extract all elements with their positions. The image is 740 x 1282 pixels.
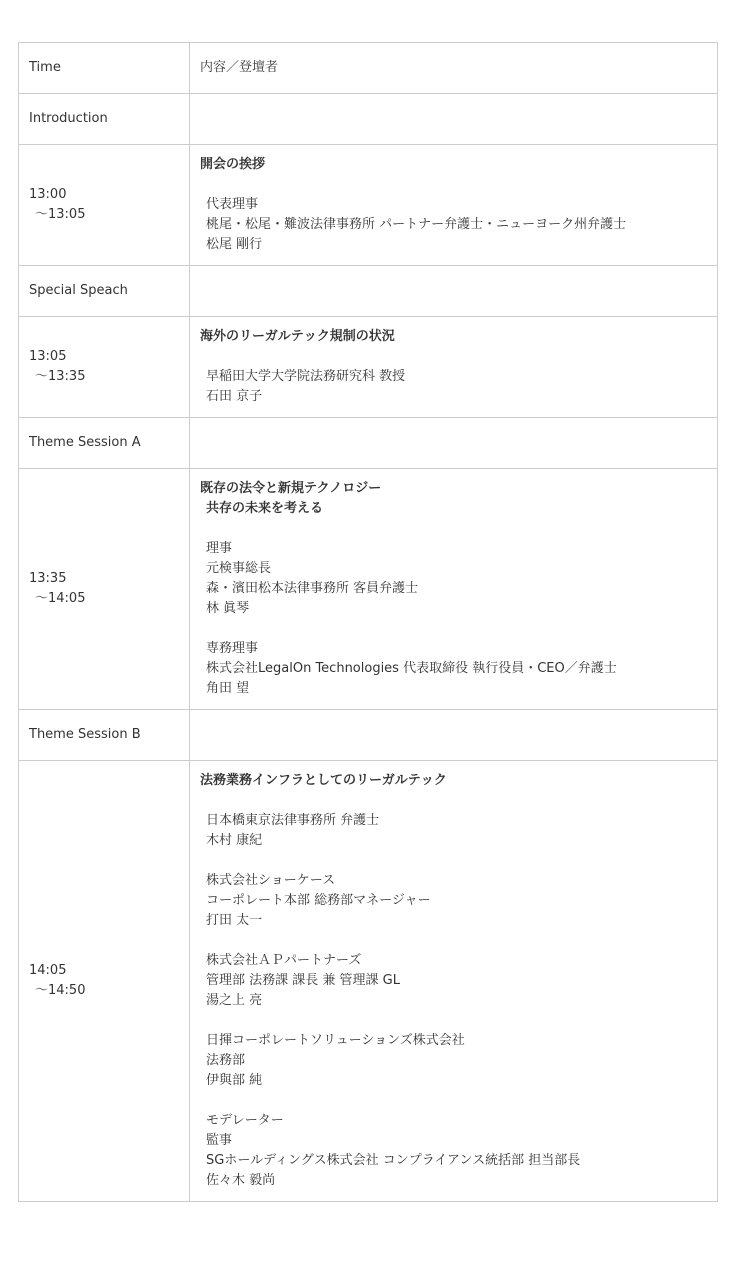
speaker-group <box>200 1031 707 1091</box>
speaker-line: 森・濱田松本法律事務所 客員弁護士 <box>206 581 419 596</box>
speaker-line: コーポレート本部 総務部マネージャー <box>206 893 431 908</box>
session-title-text: 開会の挨拶 <box>200 157 266 172</box>
session-time-cell <box>19 469 190 710</box>
speaker-line: 理事 <box>206 541 233 556</box>
section-label: Theme Session B <box>19 710 190 761</box>
speaker-line: 日本橋東京法律事務所 弁護士 <box>206 813 380 828</box>
time-end: ～13:05 <box>35 207 86 222</box>
section-label: Theme Session A <box>19 418 190 469</box>
time-start: 13:00 <box>29 187 67 202</box>
session-row <box>19 145 718 266</box>
speaker-line: 佐々木 毅尚 <box>206 1173 276 1188</box>
speaker-line: 伊與部 純 <box>206 1073 263 1088</box>
speaker-group <box>200 811 707 851</box>
speaker-line: 株式会社ＡＰパートナーズ <box>206 953 362 968</box>
section-row <box>19 94 718 145</box>
section-label: Special Speach <box>19 266 190 317</box>
session-content-cell <box>190 469 718 710</box>
session-time-cell <box>19 317 190 418</box>
speaker-line: 代表理事 <box>206 197 259 212</box>
session-row <box>19 761 718 1202</box>
speaker-group <box>200 639 707 699</box>
speaker-group <box>200 951 707 1011</box>
session-title <box>200 155 707 175</box>
speaker-line: 石田 京子 <box>206 389 263 404</box>
speaker-line: 日揮コーポレートソリューションズ株式会社 <box>206 1033 465 1048</box>
session-time-cell <box>19 761 190 1202</box>
session-subtitle: 共存の未来を考える <box>206 501 324 516</box>
speaker-line: 林 眞琴 <box>206 601 250 616</box>
time-start: 13:05 <box>29 349 67 364</box>
speaker-line: 監事 <box>206 1133 233 1148</box>
speaker-group <box>200 367 707 407</box>
time-end: ～14:05 <box>35 591 86 606</box>
session-content-cell <box>190 761 718 1202</box>
session-time-cell <box>19 145 190 266</box>
session-row <box>19 469 718 710</box>
speaker-line: モデレーター <box>206 1113 284 1128</box>
time-start: 14:05 <box>29 963 67 978</box>
speaker-line: 湯之上 亮 <box>206 993 263 1008</box>
session-title <box>200 771 707 791</box>
section-empty-cell <box>190 710 718 761</box>
speaker-line: 早稲田大学大学院法務研究科 教授 <box>206 369 406 384</box>
session-title-text: 法務業務インフラとしてのリーガルテック <box>200 773 447 788</box>
speaker-line: 法務部 <box>206 1053 246 1068</box>
section-row <box>19 266 718 317</box>
speaker-group <box>200 871 707 931</box>
speaker-group <box>200 1111 707 1191</box>
table-header-row <box>19 43 718 94</box>
section-empty-cell <box>190 94 718 145</box>
speaker-line: 松尾 剛行 <box>206 237 263 252</box>
section-label: Introduction <box>19 94 190 145</box>
speaker-line: 株式会社LegalOn Technologies 代表取締役 執行役員・CEO／弁護士 <box>206 661 617 676</box>
session-title-text: 既存の法令と新規テクノロジー <box>200 481 382 496</box>
schedule-body <box>19 43 718 1202</box>
time-end: ～13:35 <box>35 369 86 384</box>
time-start: 13:35 <box>29 571 67 586</box>
header-content-cell: 内容／登壇者 <box>190 43 718 94</box>
schedule-table <box>18 42 718 1202</box>
session-title-text: 海外のリーガルテック規制の状況 <box>200 329 395 344</box>
session-title <box>200 327 707 347</box>
speaker-line: 元検事総長 <box>206 561 272 576</box>
session-title <box>200 479 707 519</box>
speaker-line: 打田 太一 <box>206 913 263 928</box>
speaker-line: SGホールディングス株式会社 コンプライアンス統括部 担当部長 <box>206 1153 581 1168</box>
session-row <box>19 317 718 418</box>
section-row <box>19 418 718 469</box>
speaker-line: 管理部 法務課 課長 兼 管理課 GL <box>206 973 400 988</box>
time-end: ～14:50 <box>35 983 86 998</box>
speaker-line: 木村 康紀 <box>206 833 263 848</box>
speaker-line: 株式会社ショーケース <box>206 873 336 888</box>
session-content-cell <box>190 317 718 418</box>
speaker-line: 角田 望 <box>206 681 250 696</box>
section-empty-cell <box>190 418 718 469</box>
session-content-cell <box>190 145 718 266</box>
speaker-group <box>200 539 707 619</box>
section-empty-cell <box>190 266 718 317</box>
speaker-group <box>200 195 707 255</box>
speaker-line: 桃尾・松尾・難波法律事務所 パートナー弁護士・ニューヨーク州弁護士 <box>206 217 627 232</box>
section-row <box>19 710 718 761</box>
speaker-line: 専務理事 <box>206 641 259 656</box>
header-time-cell: Time <box>19 43 190 94</box>
